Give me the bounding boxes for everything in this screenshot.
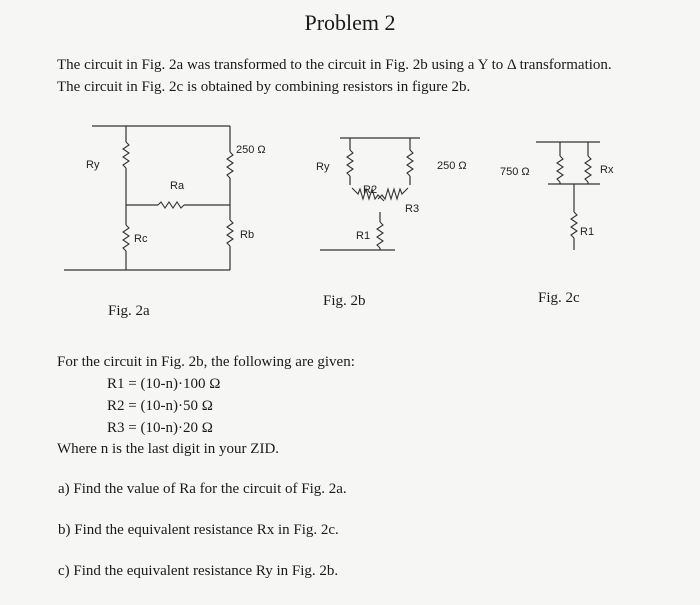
given-r3: R3 = (10-n)·20 Ω — [107, 420, 213, 436]
fig-2a-caption: Fig. 2a — [108, 303, 150, 319]
fig2a-label-ry: Ry — [86, 159, 100, 171]
fig-2a-circuit — [64, 126, 266, 270]
rc-resistor — [123, 225, 129, 251]
ry-resistor-2b — [347, 150, 353, 176]
fig-2c-caption: Fig. 2c — [538, 290, 580, 306]
fig2b-label-r1: R1 — [356, 230, 371, 242]
rb-resistor — [227, 220, 233, 246]
fig2b-label-r3: R3 — [405, 203, 420, 215]
fig2b-label-r2: R2 — [363, 184, 378, 196]
fig2a-label-rb: Rb — [240, 229, 255, 241]
r3-resistor — [378, 188, 408, 199]
r1-resistor-2b — [377, 222, 383, 248]
given-r1: R1 = (10-n)·100 Ω — [107, 376, 221, 392]
given-where: Where n is the last digit in your ZID. — [57, 441, 280, 457]
question-b: b) Find the equivalent resistance Rx in Fig. 2c. — [58, 522, 339, 538]
r250-resistor-2a — [227, 152, 233, 178]
fig2a-label-rc: Rc — [134, 233, 148, 245]
fig2a-label-ra: Ra — [170, 180, 185, 192]
fig-2c-circuit — [500, 142, 614, 250]
r1-resistor-2c — [571, 212, 577, 238]
rx-resistor — [585, 156, 591, 182]
r250-resistor-2b — [407, 150, 413, 176]
fig-2b-caption: Fig. 2b — [323, 293, 366, 309]
fig-2b-circuit — [316, 138, 467, 250]
circuit-figures — [0, 100, 700, 290]
fig2b-label-ry: Ry — [316, 161, 330, 173]
page-title: Problem 2 — [304, 10, 396, 35]
r750-resistor — [557, 156, 563, 182]
question-a: a) Find the value of Ra for the circuit of Fig. 2a. — [58, 481, 347, 497]
given-intro: For the circuit in Fig. 2b, the following are given: — [57, 354, 355, 370]
intro-line-2: The circuit in Fig. 2c is obtained by combining resistors in figure 2b. — [57, 79, 471, 95]
fig2a-label-250: 250 Ω — [236, 144, 266, 156]
fig2b-label-250: 250 Ω — [437, 160, 467, 172]
fig2c-label-r1: R1 — [580, 226, 595, 238]
given-r2: R2 = (10-n)·50 Ω — [107, 398, 213, 414]
fig2c-label-750: 750 Ω — [500, 166, 530, 178]
fig2c-label-rx: Rx — [600, 164, 614, 176]
intro-line-1: The circuit in Fig. 2a was transformed to the circuit in Fig. 2b using a Y to Δ transformation. — [57, 57, 612, 73]
ry-resistor — [123, 142, 129, 168]
ra-resistor — [158, 202, 184, 208]
question-c: c) Find the equivalent resistance Ry in Fig. 2b. — [58, 563, 339, 579]
